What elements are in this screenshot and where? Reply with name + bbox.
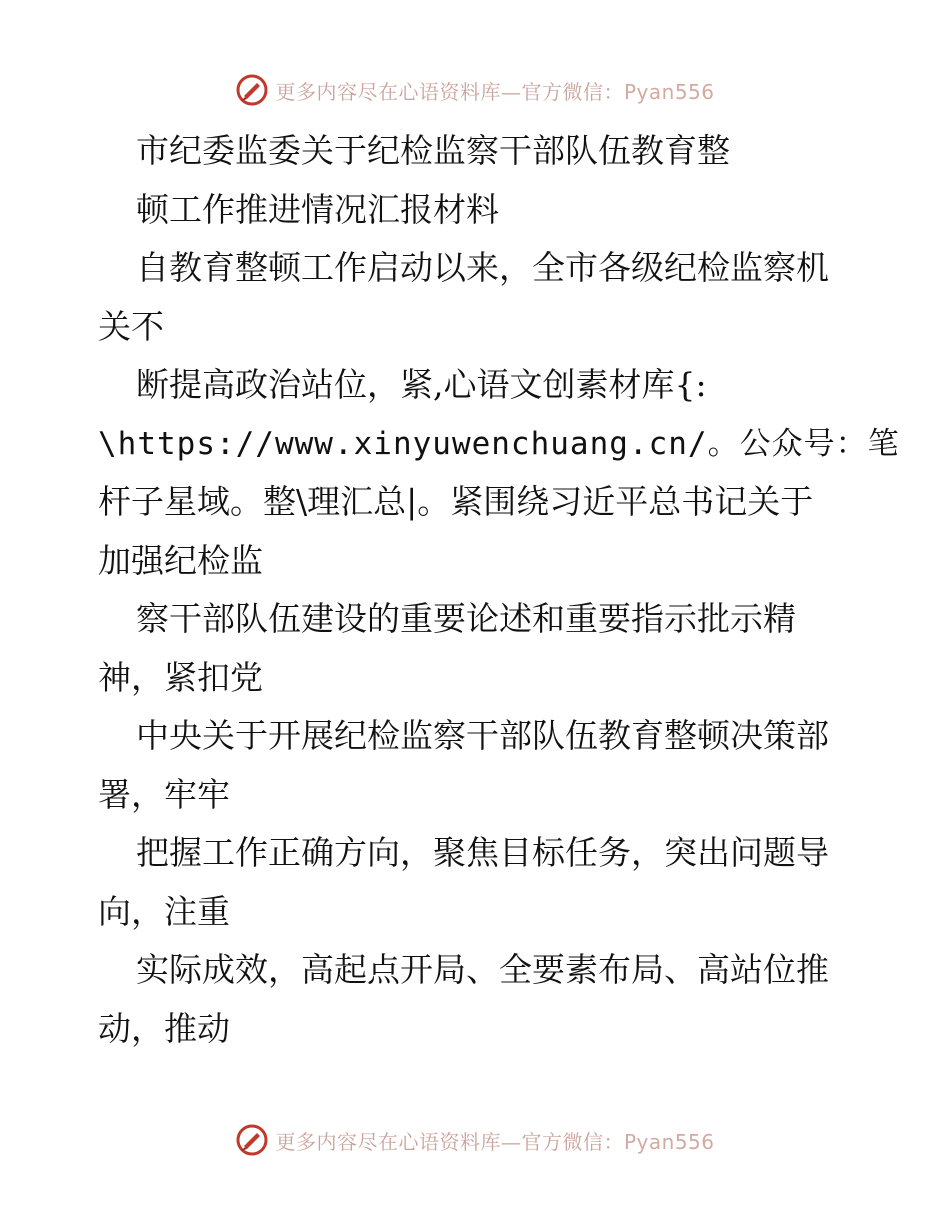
brush-logo-icon [235,73,269,107]
paragraph-line: 动，推动 [98,1008,230,1048]
paragraph-line: 署，牢牢 [98,774,230,814]
watermark-official-label: 官方微信： [521,79,624,104]
paragraph-line: 杆子星域。整\理汇总|。紧围绕习近平总书记关于 [98,482,814,521]
title-line-1: 市纪委监委关于纪检监察干部队伍教育整 [136,131,730,170]
document-body [98,122,900,1058]
watermark-wechat-id: Pyan556 [623,1129,715,1154]
paragraph-line: 自教育整顿工作启动以来，全市各级纪检监察机 [136,248,829,287]
footer-watermark [0,1120,950,1160]
watermark-wechat-id: Pyan556 [623,79,715,104]
watermark-main-text: 更多内容尽在心语资料库 [275,1129,501,1154]
url-line: \https://www.xinyuwenchuang.cn/。公众号：笔 [98,425,900,462]
paragraph-line: 察干部队伍建设的重要论述和重要指示批示精 [136,599,796,638]
watermark-text [275,1126,714,1155]
watermark-text [275,76,714,105]
paragraph-line: 把握工作正确方向，聚焦目标任务，突出问题导 [136,833,829,872]
paragraph-line: 向，注重 [98,891,230,931]
watermark-dash: — [500,1129,522,1154]
paragraph-line: 实际成效，高起点开局、全要素布局、高站位推 [136,950,829,989]
brush-logo-icon [235,1123,269,1157]
paragraph-line: 神，紧扣党 [98,657,263,697]
watermark-official-label: 官方微信： [521,1129,624,1154]
watermark-dash: — [500,79,522,104]
paragraph-line: 中央关于开展纪检监察干部队伍教育整顿决策部 [136,716,829,755]
paragraph-line: 断提高政治站位，紧,心语文创素材库{: [136,365,707,404]
paragraph-line: 加强纪检监 [98,540,263,580]
watermark-main-text: 更多内容尽在心语资料库 [275,79,501,104]
paragraph-line: 关不 [98,306,164,346]
title-line-2: 顿工作推进情况汇报材料 [136,189,499,229]
header-watermark [0,70,950,110]
